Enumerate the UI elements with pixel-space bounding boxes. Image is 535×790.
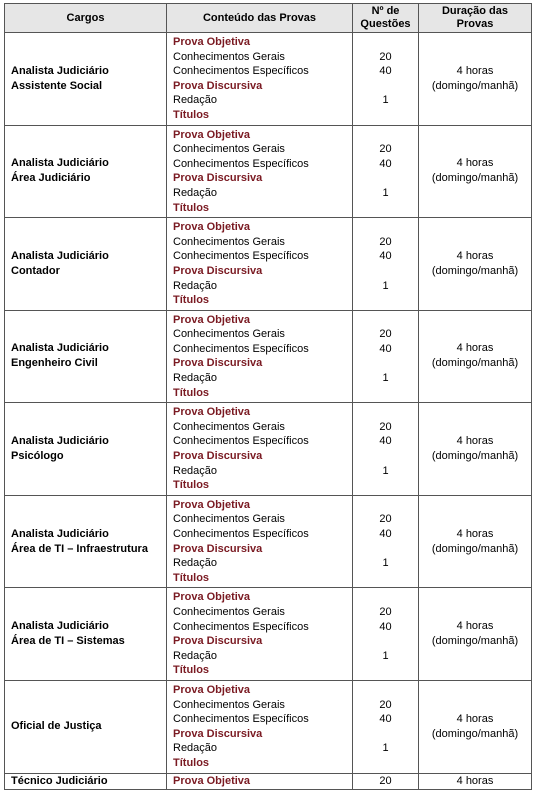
questoes-cell	[353, 680, 419, 773]
prova-discursiva-label: Prova Discursiva	[173, 635, 263, 648]
conhecimentos-gerais-label: Conhecimentos Gerais	[173, 513, 285, 526]
questoes-redacao: 1	[382, 464, 389, 477]
table-row	[5, 125, 532, 218]
cargo-cell	[5, 588, 167, 681]
redacao-label: Redação	[173, 279, 218, 292]
redacao-label: Redação	[173, 94, 218, 107]
questoes-redacao: 1	[382, 557, 389, 570]
conhecimentos-especificos-label: Conhecimentos Específicos	[173, 620, 309, 633]
table-row-tecnico-judiciario	[5, 773, 532, 789]
redacao-label: Redação	[173, 557, 218, 570]
duracao-line-2: (domingo/manhã)	[431, 79, 519, 92]
duracao-cell	[419, 495, 532, 588]
cargo-line-1: Analista Judiciário	[11, 620, 109, 633]
cargo-line-1: Analista Judiciário	[11, 64, 109, 77]
cargo-cell	[5, 680, 167, 773]
conhecimentos-gerais-label: Conhecimentos Gerais	[173, 235, 285, 248]
table-row	[5, 33, 532, 126]
prova-objetiva-label: Prova Objetiva	[173, 313, 251, 326]
conteudo-cell	[167, 125, 353, 218]
cargo-line-1: Analista Judiciário	[11, 157, 109, 170]
prova-objetiva-label: Prova Objetiva	[173, 591, 251, 604]
cargo-cell	[5, 495, 167, 588]
conteudo-cell	[167, 680, 353, 773]
conhecimentos-gerais-label: Conhecimentos Gerais	[173, 698, 285, 711]
questoes-gerais: 20	[379, 235, 392, 248]
titulos-label: Títulos	[173, 201, 210, 214]
questoes-especificos: 40	[379, 435, 392, 448]
duracao-line-1: 4 horas	[456, 620, 494, 633]
questoes-gerais: 20	[379, 420, 392, 433]
conteudo-cell	[167, 310, 353, 403]
questoes-especificos: 40	[379, 250, 392, 263]
duracao-cell	[419, 218, 532, 311]
conhecimentos-especificos-label: Conhecimentos Específicos	[173, 250, 309, 263]
cargo-line-1: Analista Judiciário	[11, 435, 109, 448]
questoes-cell	[353, 33, 419, 126]
titulos-label: Títulos	[173, 479, 210, 492]
questoes-especificos: 40	[379, 65, 392, 78]
questoes-gerais: 20	[379, 328, 392, 341]
conhecimentos-gerais-label: Conhecimentos Gerais	[173, 50, 285, 63]
prova-objetiva-label: Prova Objetiva	[173, 775, 251, 787]
questoes-cell	[353, 495, 419, 588]
titulos-label: Títulos	[173, 664, 210, 677]
questoes-cell: 20	[353, 773, 419, 789]
questoes-cell	[353, 218, 419, 311]
cargo-line-2: Área Judiciário	[11, 172, 91, 185]
questoes-especificos: 40	[379, 620, 392, 633]
table-row	[5, 310, 532, 403]
conhecimentos-especificos-label: Conhecimentos Específicos	[173, 435, 309, 448]
redacao-label: Redação	[173, 649, 218, 662]
cargo-line-2: Contador	[11, 264, 60, 277]
conhecimentos-gerais-label: Conhecimentos Gerais	[173, 143, 285, 156]
questoes-cell	[353, 125, 419, 218]
duracao-line-1: 4 horas	[456, 527, 494, 540]
prova-discursiva-label: Prova Discursiva	[173, 79, 263, 92]
header-questoes: Nº de Questões	[353, 4, 419, 33]
duracao-line-1: 4 horas	[456, 249, 494, 262]
cargo-line-1: Oficial de Justiça	[11, 720, 102, 733]
duracao-line-2: (domingo/manhã)	[431, 450, 519, 463]
duracao-line-2: (domingo/manhã)	[431, 635, 519, 648]
conhecimentos-gerais-label: Conhecimentos Gerais	[173, 420, 285, 433]
duracao-line-2: (domingo/manhã)	[431, 542, 519, 555]
duracao-cell	[419, 588, 532, 681]
conhecimentos-especificos-label: Conhecimentos Específicos	[173, 157, 309, 170]
cargo-line-2: Área de TI – Infraestrutura	[11, 542, 148, 555]
duracao-line-2: (domingo/manhã)	[431, 264, 519, 277]
prova-objetiva-label: Prova Objetiva	[173, 128, 251, 141]
header-duracao: Duração das Provas	[419, 4, 532, 33]
questoes-especificos: 40	[379, 713, 392, 726]
cargo-line-2: Psicólogo	[11, 450, 64, 463]
duracao-line-1: 4 horas	[456, 157, 494, 170]
titulos-label: Títulos	[173, 756, 210, 769]
redacao-label: Redação	[173, 372, 218, 385]
duracao-line-2: (domingo/manhã)	[431, 727, 519, 740]
prova-discursiva-label: Prova Discursiva	[173, 727, 263, 740]
duracao-cell: 4 horas	[419, 773, 532, 789]
conteudo-cell	[167, 773, 353, 789]
prova-discursiva-label: Prova Discursiva	[173, 357, 263, 370]
prova-discursiva-label: Prova Discursiva	[173, 264, 263, 277]
conhecimentos-especificos-label: Conhecimentos Específicos	[173, 65, 309, 78]
exam-table	[4, 3, 532, 790]
redacao-label: Redação	[173, 186, 218, 199]
duracao-line-2: (domingo/manhã)	[431, 357, 519, 370]
cargo-line-2: Assistente Social	[11, 79, 103, 92]
duracao-line-1: 4 horas	[456, 64, 494, 77]
redacao-label: Redação	[173, 742, 218, 755]
cargo-cell	[5, 33, 167, 126]
cargo-cell	[5, 218, 167, 311]
conhecimentos-gerais-label: Conhecimentos Gerais	[173, 328, 285, 341]
duracao-line-1: 4 horas	[456, 342, 494, 355]
table-row	[5, 495, 532, 588]
redacao-label: Redação	[173, 464, 218, 477]
prova-objetiva-label: Prova Objetiva	[173, 498, 251, 511]
table-row	[5, 218, 532, 311]
prova-objetiva-label: Prova Objetiva	[173, 221, 251, 234]
duracao-cell	[419, 310, 532, 403]
questoes-redacao: 1	[382, 186, 389, 199]
questoes-gerais: 20	[379, 513, 392, 526]
cargo-line-2: Engenheiro Civil	[11, 357, 98, 370]
titulos-label: Títulos	[173, 386, 210, 399]
duracao-cell	[419, 125, 532, 218]
conteudo-cell	[167, 495, 353, 588]
questoes-cell	[353, 403, 419, 496]
questoes-gerais: 20	[379, 143, 392, 156]
table-header-row	[5, 4, 532, 33]
conhecimentos-especificos-label: Conhecimentos Específicos	[173, 342, 309, 355]
questoes-cell	[353, 310, 419, 403]
table-row	[5, 403, 532, 496]
questoes-especificos: 40	[379, 157, 392, 170]
duracao-line-2: (domingo/manhã)	[431, 172, 519, 185]
prova-discursiva-label: Prova Discursiva	[173, 542, 263, 555]
cargo-line-1: Analista Judiciário	[11, 527, 109, 540]
conteudo-cell	[167, 33, 353, 126]
conteudo-cell	[167, 218, 353, 311]
questoes-redacao: 1	[382, 649, 389, 662]
cargo-cell	[5, 403, 167, 496]
titulos-label: Títulos	[173, 108, 210, 121]
prova-discursiva-label: Prova Discursiva	[173, 172, 263, 185]
conhecimentos-gerais-label: Conhecimentos Gerais	[173, 605, 285, 618]
table-row	[5, 680, 532, 773]
conteudo-cell	[167, 403, 353, 496]
questoes-cell	[353, 588, 419, 681]
prova-objetiva-label: Prova Objetiva	[173, 406, 251, 419]
cargo-cell	[5, 125, 167, 218]
questoes-gerais: 20	[379, 50, 392, 63]
duracao-line-1: 4 horas	[456, 712, 494, 725]
table-row	[5, 588, 532, 681]
cargo-cell: Técnico Judiciário	[5, 773, 167, 789]
conteudo-cell	[167, 588, 353, 681]
prova-objetiva-label: Prova Objetiva	[173, 683, 251, 696]
questoes-especificos: 40	[379, 528, 392, 540]
questoes-redacao: 1	[382, 279, 389, 292]
cargo-line-1: Analista Judiciário	[11, 342, 109, 355]
questoes-redacao: 1	[382, 742, 389, 755]
titulos-label: Títulos	[173, 571, 210, 584]
cargo-line-2: Área de TI – Sistemas	[11, 635, 125, 648]
conhecimentos-especificos-label: Conhecimentos Específicos	[173, 713, 309, 726]
prova-objetiva-label: Prova Objetiva	[173, 36, 251, 48]
duracao-cell	[419, 33, 532, 126]
duracao-cell	[419, 680, 532, 773]
header-conteudo: Conteúdo das Provas	[167, 4, 353, 33]
questoes-gerais: 20	[379, 698, 392, 711]
header-cargos: Cargos	[5, 4, 167, 33]
questoes-redacao: 1	[382, 94, 389, 107]
duracao-cell	[419, 403, 532, 496]
titulos-label: Títulos	[173, 294, 210, 307]
conhecimentos-especificos-label: Conhecimentos Específicos	[173, 528, 309, 540]
questoes-redacao: 1	[382, 372, 389, 385]
questoes-gerais: 20	[379, 605, 392, 618]
cargo-line-1: Analista Judiciário	[11, 249, 109, 262]
prova-discursiva-label: Prova Discursiva	[173, 450, 263, 463]
cargo-cell	[5, 310, 167, 403]
duracao-line-1: 4 horas	[456, 435, 494, 448]
questoes-especificos: 40	[379, 342, 392, 355]
